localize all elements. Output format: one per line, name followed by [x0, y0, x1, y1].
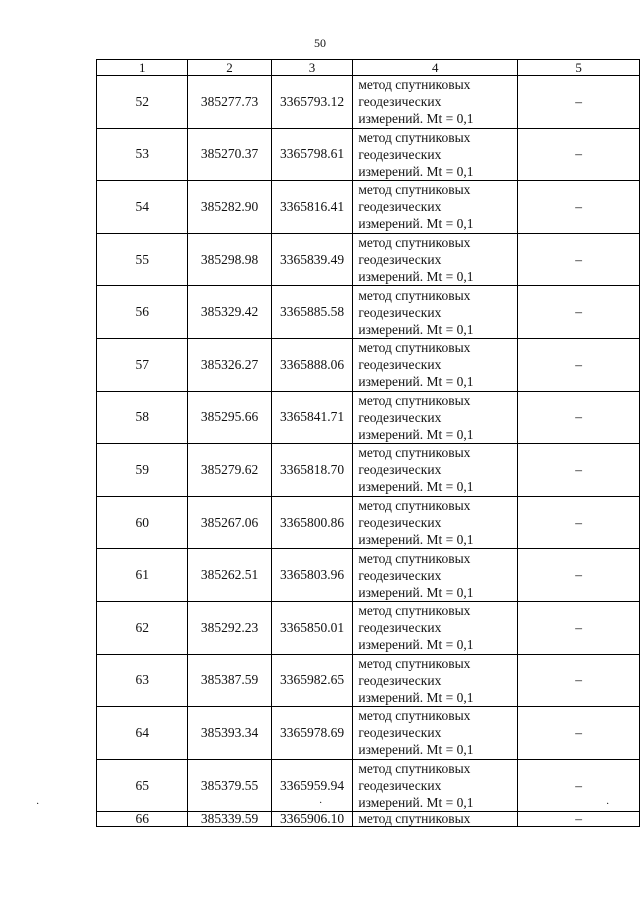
method-line: геодезических: [358, 252, 442, 268]
table-row: [97, 181, 640, 234]
x-coordinate-cell: 385329.42: [188, 286, 271, 339]
table-row: [97, 707, 640, 760]
method-line: измерений. Mt = 0,1: [358, 426, 474, 442]
y-coordinate-cell: 3365982.65: [271, 654, 353, 707]
note-cell: –: [518, 812, 640, 827]
y-coordinate-cell: 3365959.94: [271, 759, 353, 812]
table-row: [97, 76, 640, 129]
method-line: измерений. Mt = 0,1: [358, 795, 474, 811]
method-line: измерений. Mt = 0,1: [358, 584, 474, 600]
table-row: [97, 286, 640, 339]
method-line: метод спутниковых: [358, 550, 471, 566]
note-cell: –: [518, 338, 640, 391]
column-header: 2: [188, 60, 271, 76]
table-row: [97, 549, 640, 602]
method-cell: [353, 233, 518, 286]
point-number-cell: 56: [97, 286, 188, 339]
point-number-cell: 58: [97, 391, 188, 444]
method-line: геодезических: [358, 94, 442, 110]
column-header: 5: [518, 60, 640, 76]
y-coordinate-cell: 3365818.70: [271, 444, 353, 497]
x-coordinate-cell: 385267.06: [188, 496, 271, 549]
method-line: геодезических: [358, 567, 442, 583]
column-header: 3: [271, 60, 353, 76]
point-number-cell: 53: [97, 128, 188, 181]
point-number-cell: 57: [97, 338, 188, 391]
table-row: [97, 812, 640, 827]
column-header: 1: [97, 60, 188, 76]
x-coordinate-cell: 385326.27: [188, 338, 271, 391]
method-line: измерений. Mt = 0,1: [358, 216, 474, 232]
method-cell: [353, 601, 518, 654]
table-header-row: [97, 60, 640, 76]
table-row: [97, 338, 640, 391]
method-line: метод спутниковых: [358, 445, 471, 461]
x-coordinate-cell: 385379.55: [188, 759, 271, 812]
x-coordinate-cell: 385339.59: [188, 812, 271, 827]
method-line: метод спутниковых: [358, 287, 471, 303]
point-number-cell: 59: [97, 444, 188, 497]
x-coordinate-cell: 385387.59: [188, 654, 271, 707]
y-coordinate-cell: 3365841.71: [271, 391, 353, 444]
method-line: измерений. Mt = 0,1: [358, 374, 474, 390]
method-line: измерений. Mt = 0,1: [358, 479, 474, 495]
point-number-cell: 61: [97, 549, 188, 602]
note-cell: –: [518, 128, 640, 181]
x-coordinate-cell: 385277.73: [188, 76, 271, 129]
method-line: метод спутниковых: [358, 77, 471, 93]
method-line: геодезических: [358, 725, 442, 741]
point-number-cell: 65: [97, 759, 188, 812]
y-coordinate-cell: 3365906.10: [271, 812, 353, 827]
method-line: измерений. Mt = 0,1: [358, 111, 474, 127]
method-line: геодезических: [358, 146, 442, 162]
method-line: измерений. Mt = 0,1: [358, 321, 474, 337]
method-cell: [353, 76, 518, 129]
note-cell: –: [518, 286, 640, 339]
note-cell: –: [518, 181, 640, 234]
scan-dot: ·: [36, 799, 40, 810]
point-number-cell: 60: [97, 496, 188, 549]
point-number-cell: 64: [97, 707, 188, 760]
method-line: метод спутниковых: [358, 129, 471, 145]
x-coordinate-cell: 385292.23: [188, 601, 271, 654]
method-line: метод спутниковых: [358, 603, 471, 619]
point-number-cell: 52: [97, 76, 188, 129]
method-line: геодезических: [358, 409, 442, 425]
table-row: [97, 391, 640, 444]
y-coordinate-cell: 3365803.96: [271, 549, 353, 602]
method-cell: [353, 128, 518, 181]
y-coordinate-cell: 3365816.41: [271, 181, 353, 234]
table-row: [97, 654, 640, 707]
y-coordinate-cell: 3365798.61: [271, 128, 353, 181]
method-cell: [353, 444, 518, 497]
method-line: геодезических: [358, 778, 442, 794]
method-line: метод спутниковых: [358, 340, 471, 356]
x-coordinate-cell: 385295.66: [188, 391, 271, 444]
x-coordinate-cell: 385298.98: [188, 233, 271, 286]
method-cell: [353, 391, 518, 444]
note-cell: –: [518, 707, 640, 760]
method-cell: [353, 812, 518, 827]
method-line: метод спутниковых: [358, 708, 471, 724]
x-coordinate-cell: 385279.62: [188, 444, 271, 497]
method-line: метод спутниковых: [358, 761, 471, 777]
method-line: геодезических: [358, 515, 442, 531]
y-coordinate-cell: 3365850.01: [271, 601, 353, 654]
point-number-cell: 63: [97, 654, 188, 707]
table-row: [97, 601, 640, 654]
y-coordinate-cell: 3365793.12: [271, 76, 353, 129]
note-cell: –: [518, 496, 640, 549]
method-cell: [353, 181, 518, 234]
note-cell: –: [518, 759, 640, 812]
note-cell: –: [518, 549, 640, 602]
method-line: измерений. Mt = 0,1: [358, 532, 474, 548]
method-line: измерений. Mt = 0,1: [358, 163, 474, 179]
note-cell: –: [518, 601, 640, 654]
table-row: [97, 444, 640, 497]
note-cell: –: [518, 654, 640, 707]
method-cell: [353, 707, 518, 760]
coordinates-table: [96, 59, 640, 827]
point-number-cell: 55: [97, 233, 188, 286]
method-line: метод спутниковых: [358, 392, 471, 408]
method-line: метод спутниковых: [358, 498, 471, 514]
note-cell: –: [518, 444, 640, 497]
method-line: геодезических: [358, 357, 442, 373]
point-number-cell: 54: [97, 181, 188, 234]
point-number-cell: 62: [97, 601, 188, 654]
method-line: метод спутниковых: [358, 811, 471, 827]
note-cell: –: [518, 391, 640, 444]
column-header: 4: [353, 60, 518, 76]
x-coordinate-cell: 385270.37: [188, 128, 271, 181]
method-line: метод спутниковых: [358, 182, 471, 198]
table-row: [97, 759, 640, 812]
y-coordinate-cell: 3365888.06: [271, 338, 353, 391]
method-line: геодезических: [358, 462, 442, 478]
scan-dot: ·: [319, 798, 323, 809]
table-row: [97, 128, 640, 181]
note-cell: –: [518, 76, 640, 129]
table-row: [97, 233, 640, 286]
point-number-cell: 66: [97, 812, 188, 827]
method-line: геодезических: [358, 672, 442, 688]
method-cell: [353, 286, 518, 339]
y-coordinate-cell: 3365978.69: [271, 707, 353, 760]
method-line: метод спутниковых: [358, 235, 471, 251]
scan-dot: ·: [606, 799, 610, 810]
note-cell: –: [518, 233, 640, 286]
y-coordinate-cell: 3365839.49: [271, 233, 353, 286]
method-line: метод спутниковых: [358, 655, 471, 671]
method-line: геодезических: [358, 620, 442, 636]
method-cell: [353, 759, 518, 812]
method-line: геодезических: [358, 304, 442, 320]
table-body: [97, 60, 640, 827]
method-line: измерений. Mt = 0,1: [358, 689, 474, 705]
method-line: измерений. Mt = 0,1: [358, 637, 474, 653]
table-row: [97, 496, 640, 549]
method-line: измерений. Mt = 0,1: [358, 269, 474, 285]
y-coordinate-cell: 3365885.58: [271, 286, 353, 339]
method-cell: [353, 338, 518, 391]
method-cell: [353, 549, 518, 602]
method-line: геодезических: [358, 199, 442, 215]
x-coordinate-cell: 385262.51: [188, 549, 271, 602]
x-coordinate-cell: 385393.34: [188, 707, 271, 760]
method-cell: [353, 496, 518, 549]
method-line: измерений. Mt = 0,1: [358, 742, 474, 758]
x-coordinate-cell: 385282.90: [188, 181, 271, 234]
y-coordinate-cell: 3365800.86: [271, 496, 353, 549]
method-cell: [353, 654, 518, 707]
page-number: 50: [314, 36, 326, 50]
